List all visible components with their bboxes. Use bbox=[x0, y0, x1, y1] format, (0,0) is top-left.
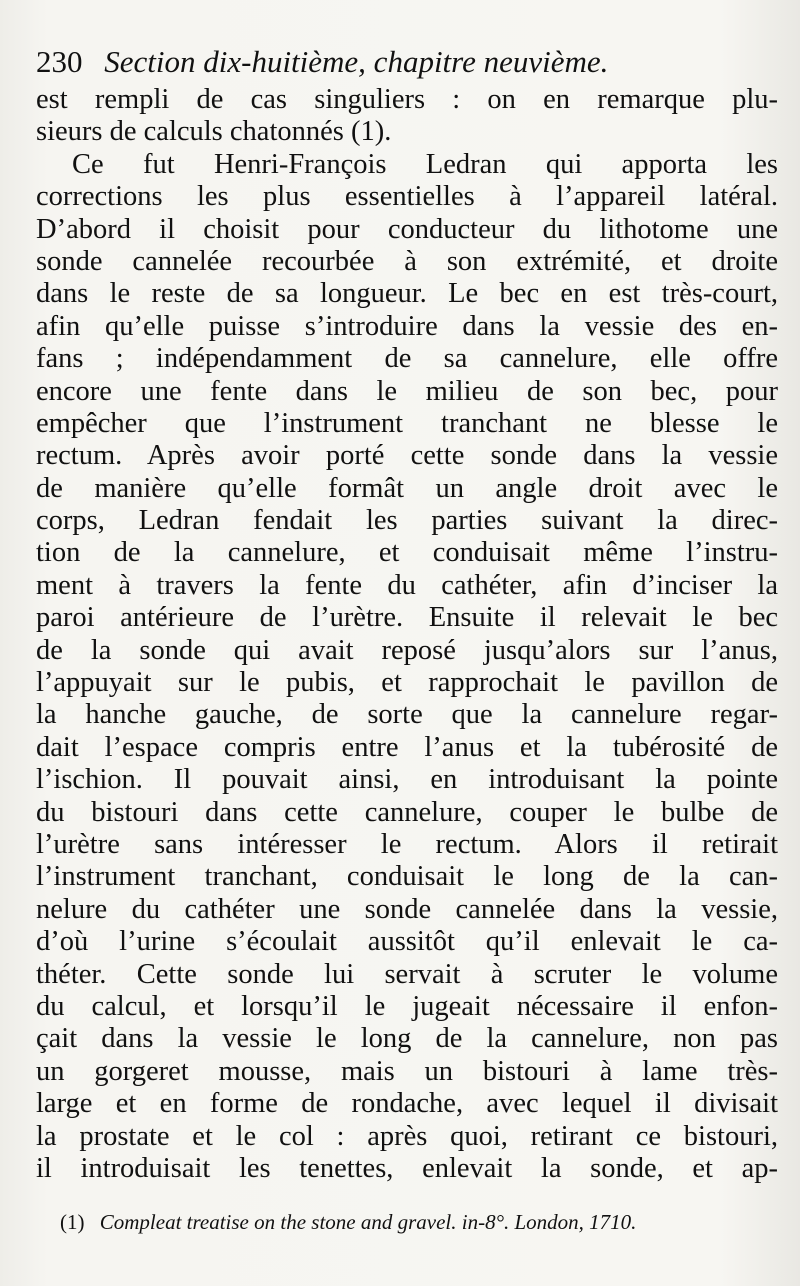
text-line: d’où l’urine s’écoulait aussitôt qu’il enlevait le ca- bbox=[36, 926, 778, 958]
text-line: l’ischion. Il pouvait ainsi, en introduisant la pointe bbox=[36, 764, 778, 796]
text-line: la hanche gauche, de sorte que la cannelure regar- bbox=[36, 699, 778, 731]
text-line: de la sonde qui avait reposé jusqu’alors sur l’anus, bbox=[36, 634, 778, 666]
text-line: paroi antérieure de l’urètre. Ensuite il relevait le bec bbox=[36, 602, 778, 634]
text-line: nelure du cathéter une sonde cannelée dans la vessie, bbox=[36, 893, 778, 925]
text-line: l’appuyait sur le pubis, et rapprochait le pavillon de bbox=[36, 667, 778, 699]
page-header bbox=[36, 42, 776, 82]
text-line: Ce fut Henri-François Ledran qui apporta les bbox=[72, 148, 778, 180]
footnote-marker: (1) bbox=[60, 1210, 85, 1234]
text-line: de manière qu’elle formât un angle droit avec le bbox=[36, 472, 778, 504]
text-line: afin qu’elle puisse s’introduire dans la vessie des en- bbox=[36, 310, 778, 342]
text-line: est rempli de cas singuliers : on en remarque plu- bbox=[36, 84, 778, 115]
text-line: ment à travers la fente du cathéter, afin d’inciser la bbox=[36, 569, 778, 601]
text-line: corrections les plus essentielles à l’appareil latéral. bbox=[36, 181, 778, 213]
text-line: du calcul, et lorsqu’il le jugeait nécessaire il enfon- bbox=[36, 990, 778, 1022]
text-line: sieurs de calculs chatonnés (1). bbox=[36, 116, 392, 148]
text-line: la prostate et le col : après quoi, retirant ce bistouri, bbox=[36, 1120, 778, 1152]
text-line: encore une fente dans le milieu de son bec, pour bbox=[36, 375, 778, 407]
text-line: çait dans la vessie le long de la cannelure, non pas bbox=[36, 1023, 778, 1055]
body-text bbox=[36, 84, 778, 1185]
text-line: dans le reste de sa longueur. Le bec en est très-court, bbox=[36, 278, 778, 310]
text-line: corps, Ledran fendait les parties suivant la direc- bbox=[36, 505, 778, 537]
text-line: du bistouri dans cette cannelure, couper le bulbe de bbox=[36, 796, 778, 828]
text-line: un gorgeret mousse, mais un bistouri à lame très- bbox=[36, 1055, 778, 1087]
text-line: D’abord il choisit pour conducteur du lithotome une bbox=[36, 213, 778, 245]
text-line: empêcher que l’instrument tranchant ne blesse le bbox=[36, 407, 778, 439]
running-title: Section dix-huitième, chapitre neuvième. bbox=[104, 44, 609, 79]
text-line: rectum. Après avoir porté cette sonde dans la vessie bbox=[36, 440, 778, 472]
footnote-text: Compleat treatise on the stone and gravel. in-8°. London, 1710. bbox=[99, 1210, 637, 1234]
text-line: sonde cannelée recourbée à son extrémité, et droite bbox=[36, 245, 778, 277]
text-line: fans ; indépendamment de sa cannelure, elle offre bbox=[36, 343, 778, 375]
text-line: tion de la cannelure, et conduisait même l’instru- bbox=[36, 537, 778, 569]
text-line: théter. Cette sonde lui servait à scruter le volume bbox=[36, 958, 778, 990]
text-line: l’instrument tranchant, conduisait le long de la can- bbox=[36, 861, 778, 893]
page-number: 230 bbox=[36, 44, 83, 79]
text-line: large et en forme de rondache, avec lequel il divisait bbox=[36, 1088, 778, 1120]
text-line: dait l’espace compris entre l’anus et la tubérosité de bbox=[36, 731, 778, 763]
text-line: il introduisait les tenettes, enlevait la sonde, et ap- bbox=[36, 1152, 778, 1184]
footnote bbox=[60, 1204, 760, 1240]
text-line: l’urètre sans intéresser le rectum. Alors il retirait bbox=[36, 828, 778, 860]
